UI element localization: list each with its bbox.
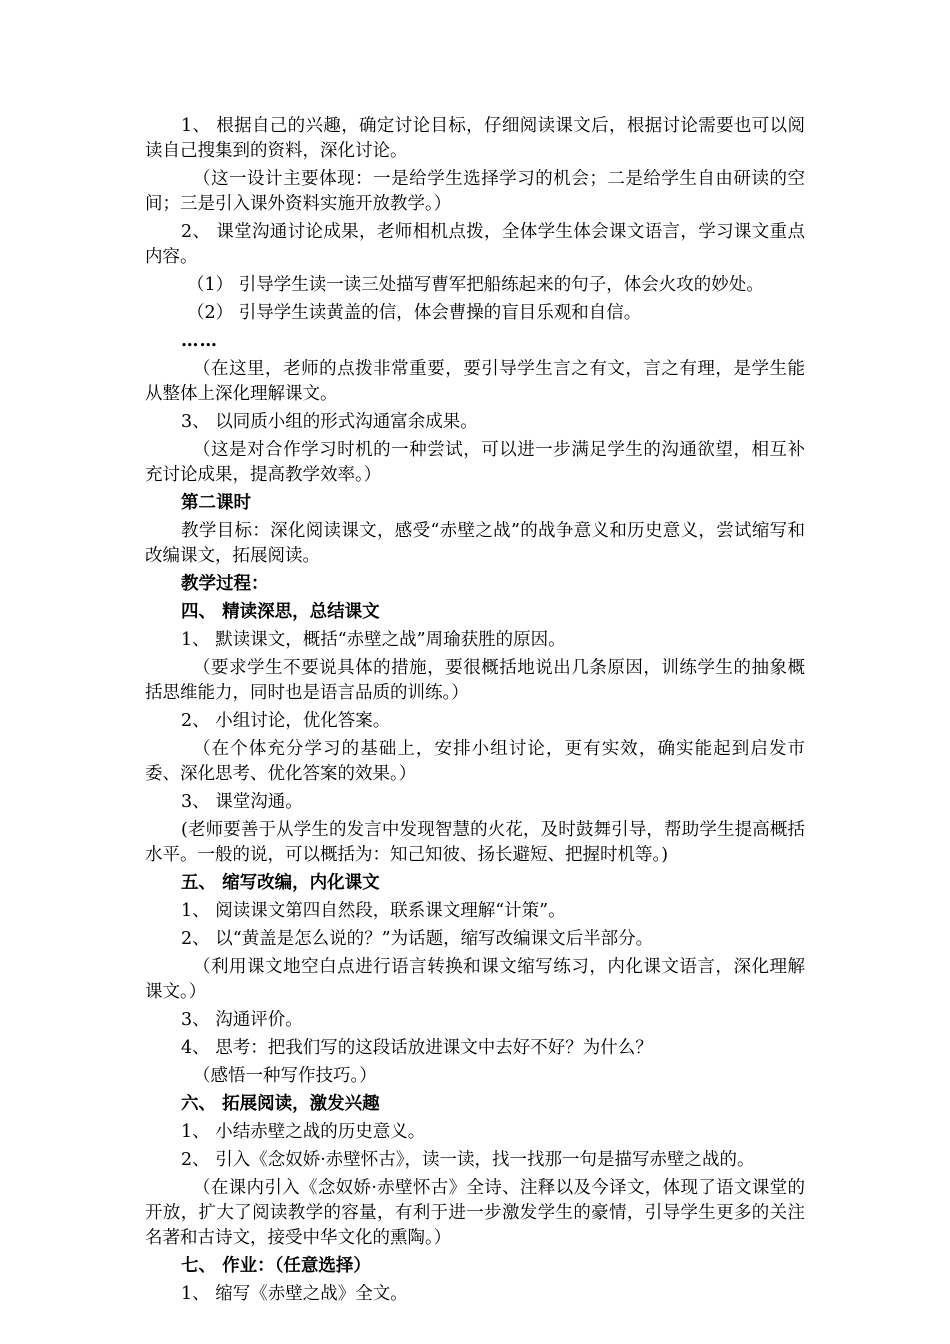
design-note: （在课内引入《念奴娇·赤壁怀古》全诗、注释以及今译文，体现了语文课堂的开放，扩大了阅读教学的容量，有利于进一步激发学生的豪情，引导学生更多的关注名著和古诗文，接受中华文化的熏陶。）: [145, 1178, 805, 1248]
ellipsis: ……: [181, 331, 218, 351]
paragraph-item-1: 1、 根据自己的兴趣，确定讨论目标，仔细阅读课文后，根据讨论需要也可以阅读自己搜集到的资料，深化讨论。: [145, 116, 805, 161]
section-heading-7: 七、 作业：（任意选择）: [181, 1256, 371, 1276]
paragraph-item: 1、 默读课文，概括“赤壁之战”周瑜获胜的原因。: [181, 630, 566, 650]
sub-item-2: （2） 引导学生读黄盖的信，体会曹操的盲目乐观和自信。: [187, 303, 642, 323]
paragraph-item: 4、 思考：把我们写的这段话放进课文中去好不好？为什么？: [181, 1038, 653, 1058]
paragraph-item-3: 3、 以同质小组的形式沟通富余成果。: [181, 412, 478, 432]
paragraph-item: 1、 小结赤壁之战的历史意义。: [181, 1122, 426, 1142]
paragraph-item: 3、 沟通评价。: [181, 1010, 303, 1030]
design-note: （要求学生不要说具体的措施，要很概括地说出几条原因，训练学生的抽象概括思维能力，同时也是语言品质的训练。）: [145, 658, 805, 703]
section-heading-5: 五、 缩写改编，内化课文: [181, 873, 380, 893]
design-note: （感悟一种写作技巧。）: [193, 1066, 377, 1086]
design-note: （在个体充分学习的基础上，安排小组讨论，更有实效，确实能起到启发市委、深化思考、优化答案的效果。）: [145, 739, 805, 784]
paragraph-item: 1、 阅读课文第四自然段，联系课文理解“计策”。: [181, 901, 566, 921]
design-note: （这是对合作学习时机的一种尝试，可以进一步满足学生的沟通欲望，相互补充讨论成果，提高教学效率。）: [145, 440, 805, 485]
paragraph-item: 2、 引入《念奴娇·赤壁怀古》，读一读，找一找那一句是描写赤壁之战的。: [181, 1150, 755, 1170]
sub-item-1: （1） 引导学生读一读三处描写曹军把船练起来的句子，体会火攻的妙处。: [187, 275, 764, 295]
section-heading-4: 四、 精读深思，总结课文: [181, 602, 380, 622]
paragraph-item-2: 2、 课堂沟通讨论成果，老师相机点拨，全体学生体会课文语言，学习课文重点内容。: [145, 222, 805, 267]
paragraph-item: 1、 缩写《赤壁之战》全文。: [181, 1284, 408, 1304]
design-note: （在这里，老师的点拨非常重要，要引导学生言之有文，言之有理，是学生能从整体上深化理解课文。: [145, 359, 805, 404]
section-heading-6: 六、 拓展阅读，激发兴趣: [181, 1094, 380, 1114]
design-note: （利用课文地空白点进行语言转换和课文缩写练习，内化课文语言，深化理解课文。）: [145, 957, 805, 1002]
teaching-goal: 教学目标：深化阅读课文，感受“赤壁之战”的战争意义和历史意义，尝试缩写和改编课文，拓展阅读。: [145, 521, 805, 566]
section-heading-lesson-2: 第二课时: [181, 493, 251, 513]
document-page: [145, 114, 805, 1310]
section-heading-process: 教学过程：: [181, 574, 269, 594]
paragraph-item: 2、 小组讨论，优化答案。: [181, 711, 391, 731]
design-note: （这一设计主要体现：一是给学生选择学习的机会；二是给学生自由研读的空间；三是引入课外资料实施开放教学。）: [145, 169, 805, 214]
paragraph-item: 3、 课堂沟通。: [181, 792, 303, 812]
design-note-plain: (老师要善于从学生的发言中发现智慧的火花，及时鼓舞引导，帮助学生提高概括水平。一般的说，可以概括为：知己知彼、扬长避短、把握时机等。): [145, 820, 805, 865]
paragraph-item: 2、 以“黄盖是怎么说的？”为话题，缩写改编课文后半部分。: [181, 929, 654, 949]
